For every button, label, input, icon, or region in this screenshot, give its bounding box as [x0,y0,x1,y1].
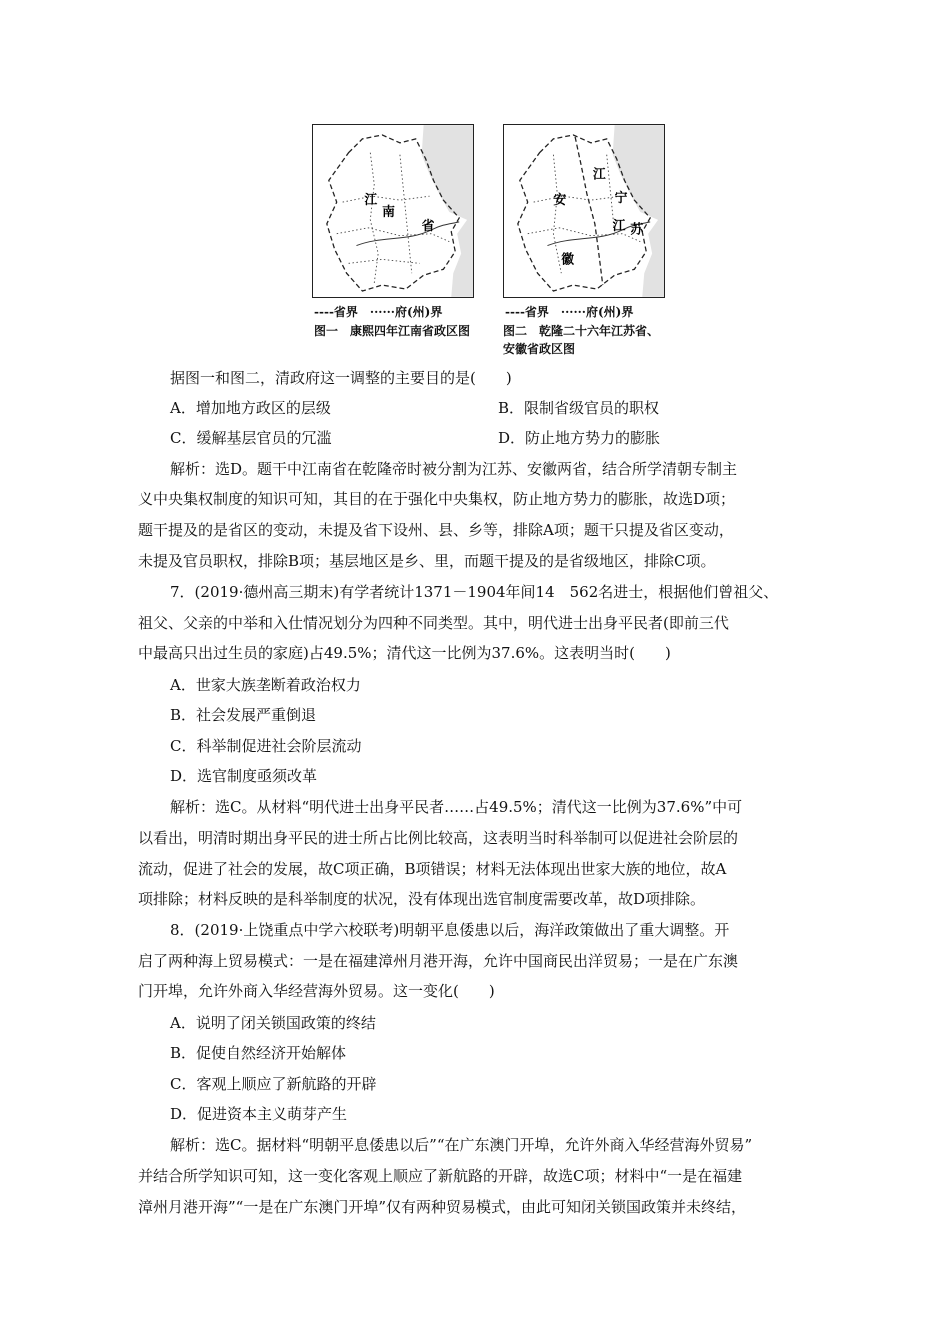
q8-option-b: B．促使自然经济开始解体 [170,1044,347,1062]
map2-caption-line2: 安徽省政区图 [503,342,576,356]
map-kangxi-drawing [313,125,473,297]
q6-option-d: D．防止地方势力的膨胀 [498,429,661,447]
map2-label-su: 苏 [630,222,644,238]
q6-option-c: C．缓解基层官员的冗滥 [170,429,332,447]
q8-option-a: A．说明了闭关锁国政策的终结 [170,1014,376,1032]
map1-caption: 图一 康熙四年江南省政区图 [314,324,471,338]
q8-stem-2: 启了两种海上贸易模式：一是在福建漳州月港开海，允许中国商民出洋贸易；一是在广东澳 [138,952,739,970]
map2-label-jiang-bottom: 江 [612,218,626,234]
map1-label-2: 南 [382,204,395,220]
q7-option-b: B．社会发展严重倒退 [170,706,317,724]
map-qianlong-jiangsu-anhui [503,124,665,298]
q8-option-d: D．促进资本主义萌芽产生 [170,1105,348,1123]
map2-label-an: 安 [553,193,567,209]
map1-label-1: 江 [364,193,378,209]
map-qianlong-drawing [504,125,664,297]
q7-option-a: A．世家大族垄断着政治权力 [170,676,361,694]
map2-caption-line1: 图二 乾隆二十六年江苏省、 [503,324,660,338]
q8-option-c: C．客观上顺应了新航路的开辟 [170,1075,377,1093]
q8-stem-3: 门开埠，允许外商入华经营海外贸易。这一变化( ) [138,982,495,1000]
q8-analysis-2: 并结合所学知识可知，这一变化客观上顺应了新航路的开辟，故选C项；材料中“一是在福建 [138,1167,743,1185]
q8-stem-1: 8．(2019·上饶重点中学六校联考)明朝平息倭患以后，海洋政策做出了重大调整。开 [170,921,730,939]
map2-label-hui: 徽 [561,252,575,268]
q6-analysis-4: 未提及官员职权，排除B项；基层地区是乡、里，而题干提及的是省级地区，排除C项。 [138,552,716,570]
map-kangxi-jiangnan [312,124,474,298]
q7-stem-3: 中最高只出过生员的家庭)占49.5%；清代这一比例为37.6%。这表明当时( ) [138,644,671,662]
q6-analysis-3: 题干提及的是省区的变动，未提及省下设州、县、乡等，排除A项；题干只提及省区变动， [138,521,734,539]
map1-label-3: 省 [421,218,435,234]
q7-analysis-1: 解析：选C。从材料“明代进士出身平民者……占49.5%；清代这一比例为37.6%”中可 [170,798,743,816]
q8-analysis-1: 解析：选C。据材料“明朝平息倭患以后”“在广东澳门开埠，允许外商入华经营海外贸易” [170,1136,753,1154]
q6-option-b: B．限制省级官员的职权 [498,399,660,417]
q8-analysis-3: 漳州月港开海”“一是在广东澳门开埠”仅有两种贸易模式，由此可知闭关锁国政策并未终结， [138,1198,747,1216]
q6-option-a: A．增加地方政区的层级 [170,399,331,417]
q6-stem: 据图一和图二，清政府这一调整的主要目的是( ) [170,369,512,387]
q7-option-d: D．选官制度亟须改革 [170,767,318,785]
q6-analysis-1: 解析：选D。题干中江南省在乾隆帝时被分割为江苏、安徽两省，结合所学清朝专制主 [170,460,738,478]
map2-label-ning: 宁 [614,191,628,207]
q7-analysis-2: 以看出，明清时期出身平民的进士所占比例比较高，这表明当时科举制可以促进社会阶层的 [138,829,739,847]
map2-label-jiang-top: 江 [592,167,606,183]
q7-analysis-3: 流动，促进了社会的发展，故C项正确，B项错误；材料无法体现出世家大族的地位，故A [138,860,727,878]
map2-legend: ----省界 ······府(州)界 [505,305,634,319]
q7-option-c: C．科举制促进社会阶层流动 [170,737,362,755]
q6-analysis-2: 义中央集权制度的知识可知，其目的在于强化中央集权，防止地方势力的膨胀，故选D项； [138,490,736,508]
q7-stem-1: 7．(2019·德州高三期末)有学者统计1371－1904年间14 562名进士，根据他们曾祖父、 [170,583,779,601]
q7-analysis-4: 项排除；材料反映的是科举制度的状况，没有体现出选官制度需要改革，故D项排除。 [138,890,706,908]
q7-stem-2: 祖父、父亲的中举和入仕情况划分为四种不同类型。其中，明代进士出身平民者(即前三代 [138,614,729,632]
map1-legend: ----省界 ······府(州)界 [314,305,443,319]
